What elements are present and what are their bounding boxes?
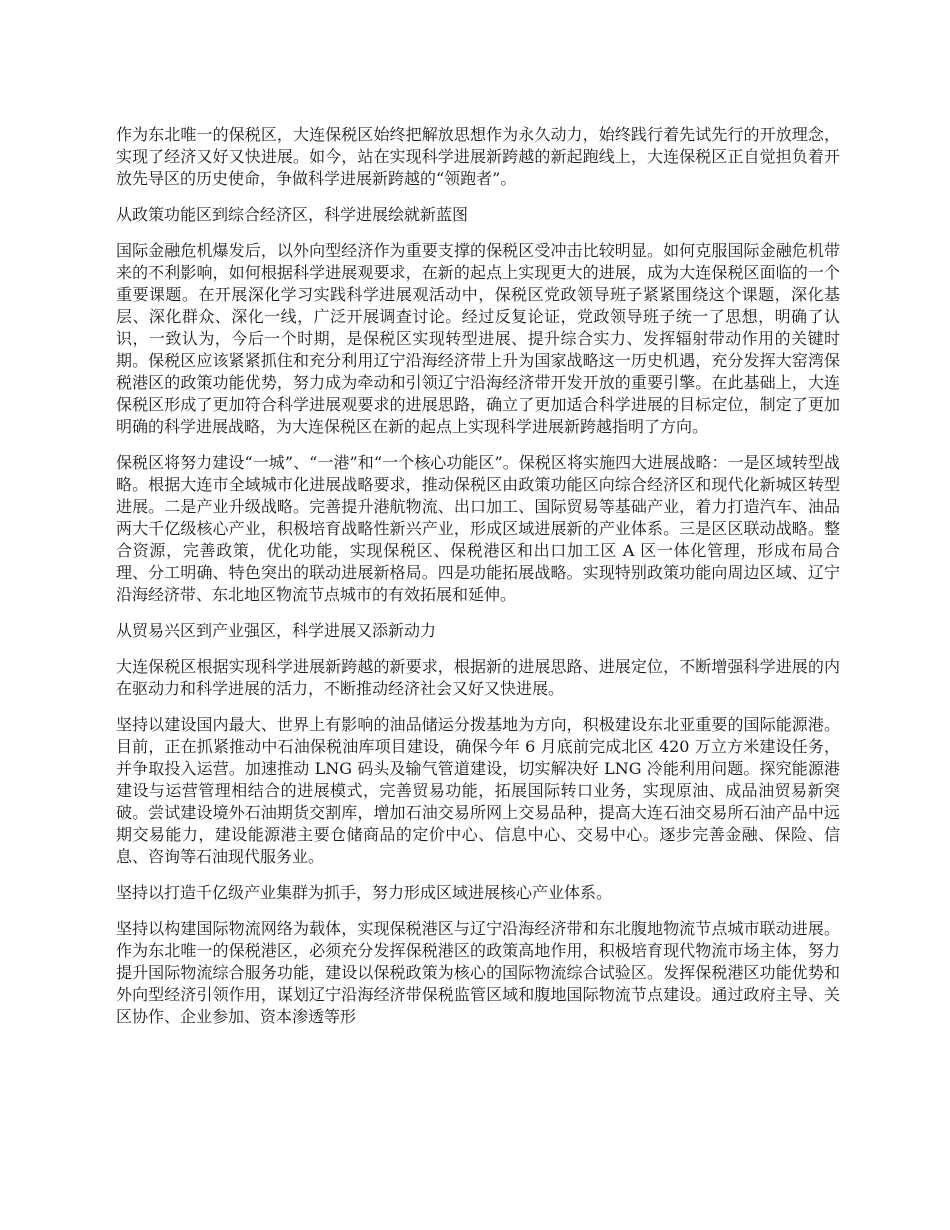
body-paragraph: 国际金融危机爆发后，以外向型经济作为重要支撑的保税区受冲击比较明显。如何克服国际金融危机带来的不利影响，如何根据科学进展观要求，在新的起点上实现更大的进展，成为大连保税区面临的一个重要课题。在开展深化学习实践科学进展观活动中，保税区党政领导班子紧紧围绕这个课题，深化基层、深化群众、深化一线，广泛开展调查讨论。经过反复论证，党政领导班子统一了思想，明确了认识，一致认为，今后一个时期，是保税区实现转型进展、提升综合实力、发挥辐射带动作用的关键时期。保税区应该紧紧抓住和充分利用辽宁沿海经济带上升为国家战略这一历史机遇，充分发挥大窑湾保税港区的政策功能优势，努力成为牵动和引领辽宁沿海经济带开发开放的重要引擎。在此基础上，大连保税区形成了更加符合科学进展观要求的进展思路，确立了更加适合科学进展的目标定位，制定了更加明确的科学进展战略，为大连保税区在新的起点上实现科学进展新跨越指明了方向。 <box>116 241 840 436</box>
section-heading-1: 从政策功能区到综合经济区，科学进展绘就新蓝图 <box>116 205 469 224</box>
body-paragraph: 坚持以打造千亿级产业集群为抓手，努力形成区域进展核心产业体系。 <box>116 883 613 902</box>
intro-paragraph: 作为东北唯一的保税区，大连保税区始终把解放思想作为永久动力，始终践行着先试先行的开放理念，实现了经济又好又快进展。如今，站在实现科学进展新跨越的新起跑线上，大连保税区正自觉担负着开放先导区的历史使命，争做科学进展新跨越的“领跑者”。 <box>116 125 840 188</box>
section-heading-2: 从贸易兴区到产业强区，科学进展又添新动力 <box>116 621 437 640</box>
body-paragraph: 坚持以构建国际物流网络为载体，实现保税港区与辽宁沿海经济带和东北腹地物流节点城市联动进展。作为东北唯一的保税港区，必须充分发挥保税港区的政策高地作用，积极培育现代物流市场主体，努力提升国际物流综合服务功能，建设以保税政策为核心的国际物流综合试验区。发挥保税港区功能优势和外向型经济引领作用，谋划辽宁沿海经济带保税监管区域和腹地国际物流节点建设。通过政府主导、关区协作、企业参加、资本渗透等形 <box>116 919 840 1026</box>
body-paragraph: 坚持以建设国内最大、世界上有影响的油品储运分拨基地为方向，积极建设东北亚重要的国际能源港。目前，正在抓紧推动中石油保税油库项目建设，确保今年 6 月底前完成北区 420 万立方米建设任务，并争取投入运营。加速推动 LNG 码头及输气管道建设，切实解决好 LNG 冷能利用问题。探究能源港建设与运营管理相结合的进展模式，完善贸易功能，拓展国际转口业务，实现原油、成品油贸易新突破。尝试建设境外石油期货交割库，增加石油交易所网上交易品种，提高大连石油交易所石油产品中远期交易能力，建设能源港主要仓储商品的定价中心、信息中心、交易中心。逐步完善金融、保险、信息、咨询等石油现代服务业。 <box>116 715 840 866</box>
body-paragraph: 大连保税区根据实现科学进展新跨越的新要求，根据新的进展思路、进展定位，不断增强科学进展的内在驱动力和科学进展的活力，不断推动经济社会又好又快进展。 <box>116 657 840 698</box>
document-page <box>116 124 840 1042</box>
body-paragraph: 保税区将努力建设“一城”、“一港”和“一个核心功能区”。保税区将实施四大进展战略：一是区域转型战略。根据大连市全域城市化进展战略要求，推动保税区由政策功能区向综合经济区和现代化新城区转型进展。二是产业升级战略。完善提升港航物流、出口加工、国际贸易等基础产业，着力打造汽车、油品两大千亿级核心产业，积极培育战略性新兴产业，形成区域进展新的产业体系。三是区区联动战略。整合资源，完善政策，优化功能，实现保税区、保税港区和出口加工区 A 区一体化管理，形成布局合理、分工明确、特色突出的联动进展新格局。四是功能拓展战略。实现特别政策功能向周边区域、辽宁沿海经济带、东北地区物流节点城市的有效拓展和延伸。 <box>116 453 840 604</box>
